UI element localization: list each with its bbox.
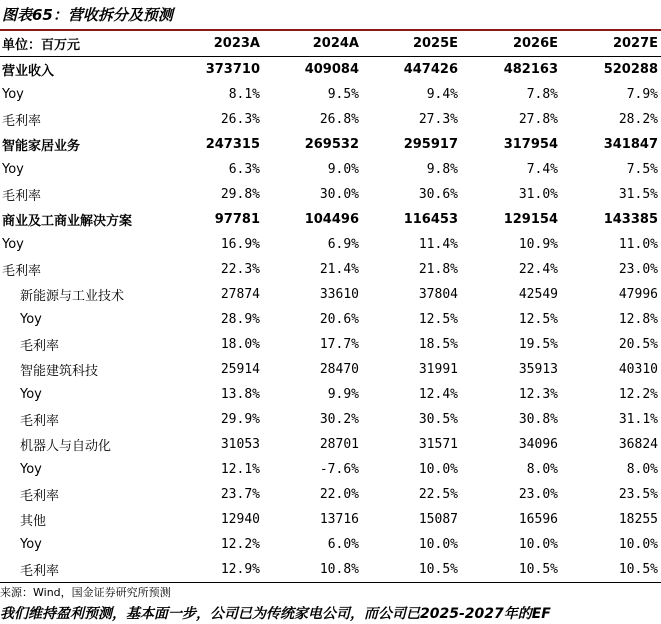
cell-value: 9.4% — [426, 87, 458, 102]
cell-value: 22.5% — [418, 487, 458, 502]
footer-text: 我们维持盈利预测，基本面一步，公司已为传统家电公司，而公司已2025-2027年的EF — [0, 606, 551, 622]
cell-value: 10.5% — [518, 562, 558, 577]
table-row — [0, 507, 661, 532]
cell-value: 317954 — [503, 137, 558, 152]
cell-value: 8.1% — [228, 87, 260, 102]
table-row — [0, 332, 661, 357]
cell-value: 9.8% — [426, 162, 458, 177]
table-row — [0, 282, 661, 307]
cell-value: 28.9% — [220, 312, 260, 327]
cell-value: 26.3% — [220, 112, 260, 127]
cell-value: 31.0% — [518, 187, 558, 202]
table-body — [0, 57, 661, 583]
cell-value: 27874 — [220, 287, 260, 302]
year-header: 2024A — [312, 36, 359, 51]
cell-value: 482163 — [503, 62, 558, 77]
cell-value: 12.8% — [618, 312, 658, 327]
cell-value: 12.5% — [418, 312, 458, 327]
cell-value: 10.0% — [418, 462, 458, 477]
cell-value: 15087 — [418, 512, 458, 527]
year-header: 2023A — [213, 36, 260, 51]
cell-value: 20.5% — [618, 337, 658, 352]
cell-value: 23.5% — [618, 487, 658, 502]
row-label: 其他 — [20, 514, 47, 529]
cell-value: 31991 — [418, 362, 458, 377]
cell-value: 12.1% — [220, 462, 260, 477]
cell-value: 341847 — [603, 137, 658, 152]
cell-value: 22.3% — [220, 262, 260, 277]
cell-value: 34096 — [518, 437, 558, 452]
cell-value: 22.4% — [518, 262, 558, 277]
forecast-table — [0, 31, 661, 583]
row-label: Yoy — [20, 387, 42, 402]
table-row — [0, 357, 661, 382]
cell-value: 10.0% — [518, 537, 558, 552]
row-label: Yoy — [2, 162, 24, 177]
unit-label: 单位：百万元 — [2, 38, 81, 53]
table-row — [0, 532, 661, 557]
table-row — [0, 307, 661, 332]
table-row — [0, 132, 661, 157]
cell-value: 520288 — [603, 62, 658, 77]
cell-value: 30.6% — [418, 187, 458, 202]
row-label: 毛利率 — [20, 564, 60, 579]
cell-value: 29.9% — [220, 412, 260, 427]
row-label: Yoy — [2, 87, 24, 102]
cell-value: 37804 — [418, 287, 458, 302]
cell-value: 104496 — [304, 212, 359, 227]
cell-value: 28701 — [319, 437, 359, 452]
cell-value: 16.9% — [220, 237, 260, 252]
cell-value: 12.9% — [220, 562, 260, 577]
cell-value: 129154 — [503, 212, 558, 227]
table-row — [0, 432, 661, 457]
figure-title: 图表65：营收拆分及预测 — [2, 6, 173, 24]
cell-value: 28470 — [319, 362, 359, 377]
cell-value: 9.5% — [327, 87, 359, 102]
table-row — [0, 182, 661, 207]
cell-value: 26.8% — [319, 112, 359, 127]
cell-value: 12940 — [220, 512, 260, 527]
cell-value: 9.9% — [327, 387, 359, 402]
cell-value: 143385 — [603, 212, 658, 227]
cell-value: 12.2% — [618, 387, 658, 402]
cell-value: 7.9% — [626, 87, 658, 102]
row-label: 毛利率 — [20, 339, 60, 354]
cell-value: 16596 — [518, 512, 558, 527]
table-row — [0, 107, 661, 132]
cell-value: 373710 — [205, 62, 260, 77]
row-label: Yoy — [20, 537, 42, 552]
row-label: 智能家居业务 — [2, 139, 81, 154]
cell-value: 12.5% — [518, 312, 558, 327]
cell-value: 247315 — [205, 137, 260, 152]
cell-value: 17.7% — [319, 337, 359, 352]
cell-value: 18.5% — [418, 337, 458, 352]
row-label: Yoy — [20, 462, 42, 477]
cell-value: 9.0% — [327, 162, 359, 177]
table-row — [0, 457, 661, 482]
cell-value: 30.2% — [319, 412, 359, 427]
cell-value: 30.0% — [319, 187, 359, 202]
year-header: 2025E — [412, 36, 458, 51]
cell-value: 8.0% — [626, 462, 658, 477]
cell-value: 31.1% — [618, 412, 658, 427]
cell-value: 7.8% — [526, 87, 558, 102]
cell-value: 22.0% — [319, 487, 359, 502]
cell-value: 6.3% — [228, 162, 260, 177]
row-label: Yoy — [20, 312, 42, 327]
cell-value: 31.5% — [618, 187, 658, 202]
cell-value: 40310 — [618, 362, 658, 377]
cell-value: 10.0% — [418, 537, 458, 552]
cell-value: 18.0% — [220, 337, 260, 352]
table-row — [0, 207, 661, 232]
cell-value: 11.0% — [618, 237, 658, 252]
table-row — [0, 557, 661, 583]
cell-value: 28.2% — [618, 112, 658, 127]
cell-value: 13.8% — [220, 387, 260, 402]
cell-value: 116453 — [403, 212, 458, 227]
cell-value: 23.0% — [618, 262, 658, 277]
cell-value: 10.9% — [518, 237, 558, 252]
cell-value: 10.5% — [418, 562, 458, 577]
header-row — [0, 31, 661, 57]
cell-value: 33610 — [319, 287, 359, 302]
row-label: 毛利率 — [20, 414, 60, 429]
cell-value: 27.8% — [518, 112, 558, 127]
cell-value: 295917 — [403, 137, 458, 152]
table-row — [0, 382, 661, 407]
row-label: 营业收入 — [2, 64, 55, 79]
cell-value: 10.8% — [319, 562, 359, 577]
row-label: 新能源与工业技术 — [20, 289, 125, 304]
cell-value: 97781 — [214, 212, 260, 227]
cell-value: 6.9% — [327, 237, 359, 252]
cell-value: -7.6% — [319, 462, 359, 477]
cell-value: 21.4% — [319, 262, 359, 277]
source-note: 来源：Wind，国金证券研究所预测 — [0, 586, 171, 599]
cell-value: 10.0% — [618, 537, 658, 552]
table-row — [0, 482, 661, 507]
row-label: Yoy — [2, 237, 24, 252]
cell-value: 11.4% — [418, 237, 458, 252]
table-row — [0, 82, 661, 107]
row-label: 毛利率 — [2, 264, 42, 279]
cell-value: 23.7% — [220, 487, 260, 502]
cell-value: 31571 — [418, 437, 458, 452]
cell-value: 25914 — [220, 362, 260, 377]
cell-value: 12.3% — [518, 387, 558, 402]
cell-value: 20.6% — [319, 312, 359, 327]
cell-value: 29.8% — [220, 187, 260, 202]
row-label: 机器人与自动化 — [20, 439, 112, 454]
row-label: 毛利率 — [20, 489, 60, 504]
cell-value: 447426 — [403, 62, 458, 77]
cell-value: 42549 — [518, 287, 558, 302]
cell-value: 12.2% — [220, 537, 260, 552]
table-row — [0, 232, 661, 257]
table-row — [0, 157, 661, 182]
row-label: 商业及工商业解决方案 — [2, 214, 133, 229]
cell-value: 7.4% — [526, 162, 558, 177]
year-header: 2027E — [612, 36, 658, 51]
cell-value: 31053 — [220, 437, 260, 452]
cell-value: 47996 — [618, 287, 658, 302]
table-row — [0, 257, 661, 282]
cell-value: 30.8% — [518, 412, 558, 427]
cell-value: 30.5% — [418, 412, 458, 427]
cell-value: 35913 — [518, 362, 558, 377]
row-label: 毛利率 — [2, 114, 42, 129]
cell-value: 36824 — [618, 437, 658, 452]
cell-value: 18255 — [618, 512, 658, 527]
table-row — [0, 407, 661, 432]
cell-value: 27.3% — [418, 112, 458, 127]
year-header: 2026E — [512, 36, 558, 51]
cell-value: 13716 — [319, 512, 359, 527]
cell-value: 8.0% — [526, 462, 558, 477]
row-label: 毛利率 — [2, 189, 42, 204]
cell-value: 19.5% — [518, 337, 558, 352]
cell-value: 23.0% — [518, 487, 558, 502]
cell-value: 269532 — [304, 137, 359, 152]
cell-value: 6.0% — [327, 537, 359, 552]
cell-value: 7.5% — [626, 162, 658, 177]
cell-value: 21.8% — [418, 262, 458, 277]
cell-value: 12.4% — [418, 387, 458, 402]
cell-value: 10.5% — [618, 562, 658, 577]
table-row — [0, 57, 661, 83]
cell-value: 409084 — [304, 62, 359, 77]
row-label: 智能建筑科技 — [20, 364, 99, 379]
